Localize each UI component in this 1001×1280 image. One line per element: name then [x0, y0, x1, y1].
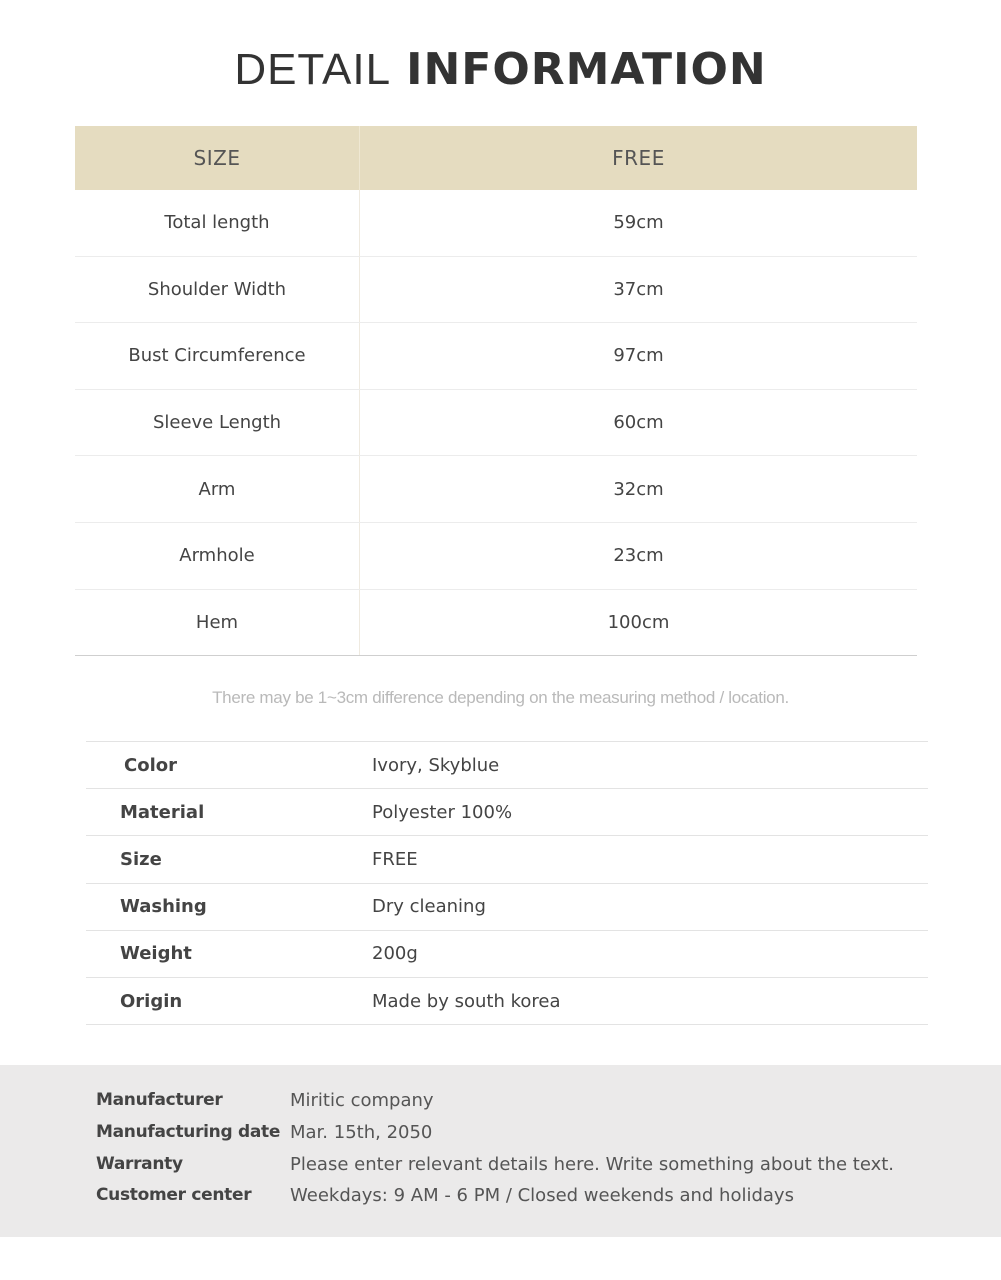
row-value: 100cm [607, 611, 670, 633]
spec-value: Dry cleaning [372, 896, 486, 918]
footer-row [96, 1148, 894, 1180]
size-table-header [75, 126, 917, 190]
spec-value: Ivory, Skyblue [372, 754, 500, 776]
footer-label: Manufacturer [96, 1090, 223, 1110]
spec-value: FREE [372, 848, 418, 870]
footer-value: Mar. 15th, 2050 [290, 1121, 433, 1143]
title-light: DETAIL [234, 45, 392, 94]
table-row [75, 390, 917, 457]
spec-label: Color [124, 754, 177, 776]
table-row [75, 590, 917, 657]
row-label: Total length [75, 190, 360, 256]
table-row [75, 190, 917, 257]
measurement-note: There may be 1~3cm difference depending on the measuring method / location. [212, 688, 789, 707]
size-table [75, 126, 917, 656]
spec-label: Origin [120, 990, 183, 1012]
row-value: 37cm [613, 278, 664, 300]
title-bold: INFORMATION [406, 44, 767, 95]
spec-row [86, 836, 928, 883]
row-value: 60cm [613, 412, 664, 434]
table-row [75, 323, 917, 390]
footer-label: Customer center [96, 1185, 252, 1205]
footer-row [96, 1084, 434, 1116]
footer-row [96, 1179, 794, 1211]
row-label: Armhole [75, 523, 360, 589]
spec-value: 200g [372, 943, 418, 965]
table-row [75, 523, 917, 590]
row-value: 23cm [613, 545, 664, 567]
footer-value: Weekdays: 9 AM - 6 PM / Closed weekends and holidays [290, 1184, 794, 1206]
row-value: 97cm [613, 345, 664, 367]
page-title [0, 42, 1001, 98]
footer-info [0, 1065, 1001, 1237]
table-row [75, 456, 917, 523]
spec-table [86, 741, 928, 1025]
row-label: Arm [75, 456, 360, 522]
spec-label: Weight [120, 943, 192, 965]
row-value: 59cm [613, 212, 664, 234]
footer-label: Manufacturing date [96, 1122, 281, 1142]
header-size: SIZE [75, 126, 360, 190]
footer-value: Miritic company [290, 1089, 434, 1111]
spec-value: Made by south korea [372, 990, 561, 1012]
footer-label: Warranty [96, 1154, 183, 1174]
spec-label: Washing [120, 896, 207, 918]
row-label: Hem [75, 590, 360, 656]
spec-row [86, 742, 928, 789]
spec-row [86, 931, 928, 978]
header-free: FREE [612, 146, 665, 170]
spec-label: Material [120, 801, 205, 823]
row-label: Bust Circumference [75, 323, 360, 389]
spec-label: Size [120, 848, 162, 870]
footer-value: Please enter relevant details here. Write something about the text. [290, 1153, 895, 1175]
row-value: 32cm [613, 478, 664, 500]
footer-row [96, 1116, 432, 1148]
row-label: Shoulder Width [75, 257, 360, 323]
spec-row [86, 789, 928, 836]
table-row [75, 257, 917, 324]
spec-row [86, 978, 928, 1025]
spec-value: Polyester 100% [372, 801, 513, 823]
spec-row [86, 884, 928, 931]
row-label: Sleeve Length [75, 390, 360, 456]
